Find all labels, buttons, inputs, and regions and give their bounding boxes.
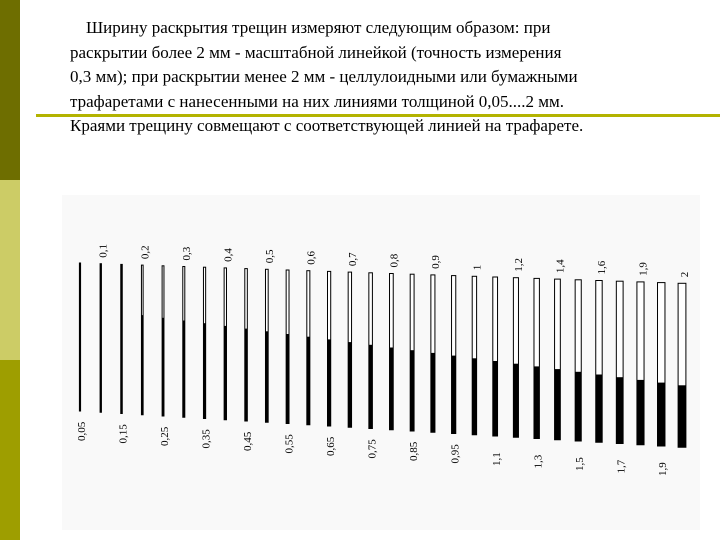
stencil-label-bottom: 1,1 — [491, 452, 504, 466]
stencil-label-bottom: 0,95 — [449, 444, 462, 464]
stencil-background — [62, 195, 700, 530]
stencil-label-top: 0,5 — [263, 249, 276, 264]
stencil-line-solid — [79, 307, 80, 411]
stencil-label-bottom: 0,45 — [242, 431, 255, 451]
stencil-line-solid — [555, 369, 561, 440]
stencil-label-bottom: 0,35 — [200, 429, 213, 449]
stencil-line-solid — [348, 342, 351, 427]
stencil-label-top: 0,4 — [222, 248, 235, 262]
stencil-label-bottom: 0,75 — [366, 439, 379, 459]
stencil-label-top: 1,2 — [512, 257, 525, 272]
stencil-line-solid — [493, 361, 498, 436]
stencil-line-solid — [183, 321, 185, 418]
accent-bar-dark — [0, 0, 20, 180]
stencil-line-solid — [616, 377, 623, 443]
stencil-line-solid — [390, 348, 394, 430]
body-paragraph: Ширину раскрытия трещин измеряют следующим образом: при раскрытии более 2 мм - масштабной линейкой (точность измерения 0,3 мм); при раскрытии менее 2 мм - целлулоидными или бумажными трафаретами с нанесенными на них линиями толщиной 0,05....2 мм. Краями трещину совмещают с соответствующей линией на трафарете. — [70, 18, 584, 135]
accent-bar-light — [0, 180, 20, 360]
stencil-label-bottom: 0,85 — [408, 441, 421, 461]
stencil-line-solid — [121, 312, 123, 413]
stencil-label-top: 1 — [471, 264, 484, 271]
stencil-label-bottom: 1,9 — [657, 462, 670, 476]
stencil-line-solid — [452, 356, 456, 434]
stencil-line-solid — [307, 337, 310, 425]
stencil-line-solid — [637, 380, 644, 445]
stencil-label-top: 0,7 — [346, 252, 359, 267]
stencil-label-bottom: 0,15 — [117, 424, 130, 444]
stencil-line-solid — [513, 364, 518, 438]
stencil-label-bottom: 0,55 — [283, 434, 296, 454]
stencil-label-top: 0,8 — [388, 253, 401, 268]
stencil-line-solid — [575, 372, 581, 441]
stencil-label-bottom: 1,3 — [532, 454, 545, 469]
stencil-line-solid — [224, 326, 226, 420]
stencil-line-solid — [534, 366, 539, 438]
stencil-label-bottom: 1,5 — [574, 457, 587, 471]
stencil-label-top: 1,9 — [637, 262, 650, 276]
stencil-line-solid — [328, 339, 331, 426]
stencil-label-top: 0,1 — [97, 243, 110, 258]
crack-width-stencil-image — [62, 195, 700, 530]
stencil-line-solid — [286, 334, 289, 424]
stencil-label-top: 2 — [679, 271, 691, 278]
stencil-label-bottom: 0,25 — [159, 426, 172, 446]
stencil-label-bottom: 0,65 — [325, 436, 338, 456]
stencil-line-solid — [410, 350, 414, 431]
stencil-line-solid — [100, 310, 101, 413]
stencil-line-solid — [472, 358, 476, 434]
stencil-line-solid — [658, 383, 665, 446]
stencil-line-solid — [245, 329, 248, 421]
stencil-line-solid — [265, 331, 268, 422]
stencil-label-top: 0,3 — [180, 246, 193, 261]
accent-bar-mid — [0, 360, 20, 540]
stencil-label-top: 0,2 — [139, 245, 152, 260]
stencil-line-solid — [431, 353, 435, 432]
stencil-label-top: 1,4 — [554, 259, 567, 274]
stencil-label-bottom: 1,7 — [615, 459, 628, 474]
stencil-line-solid — [678, 385, 686, 447]
stencil-line-solid — [369, 345, 373, 429]
stencil-line-solid — [596, 375, 602, 443]
stencil-line-solid — [141, 315, 143, 415]
stencil-label-bottom: 0,05 — [76, 421, 88, 441]
stencil-line-solid — [162, 318, 164, 416]
stencil-label-top: 1,6 — [595, 260, 608, 275]
left-accent-bar — [0, 0, 20, 540]
stencil-label-top: 0,6 — [305, 250, 318, 265]
stencil-label-top: 0,9 — [429, 255, 442, 269]
stencil-line-solid — [203, 323, 205, 418]
